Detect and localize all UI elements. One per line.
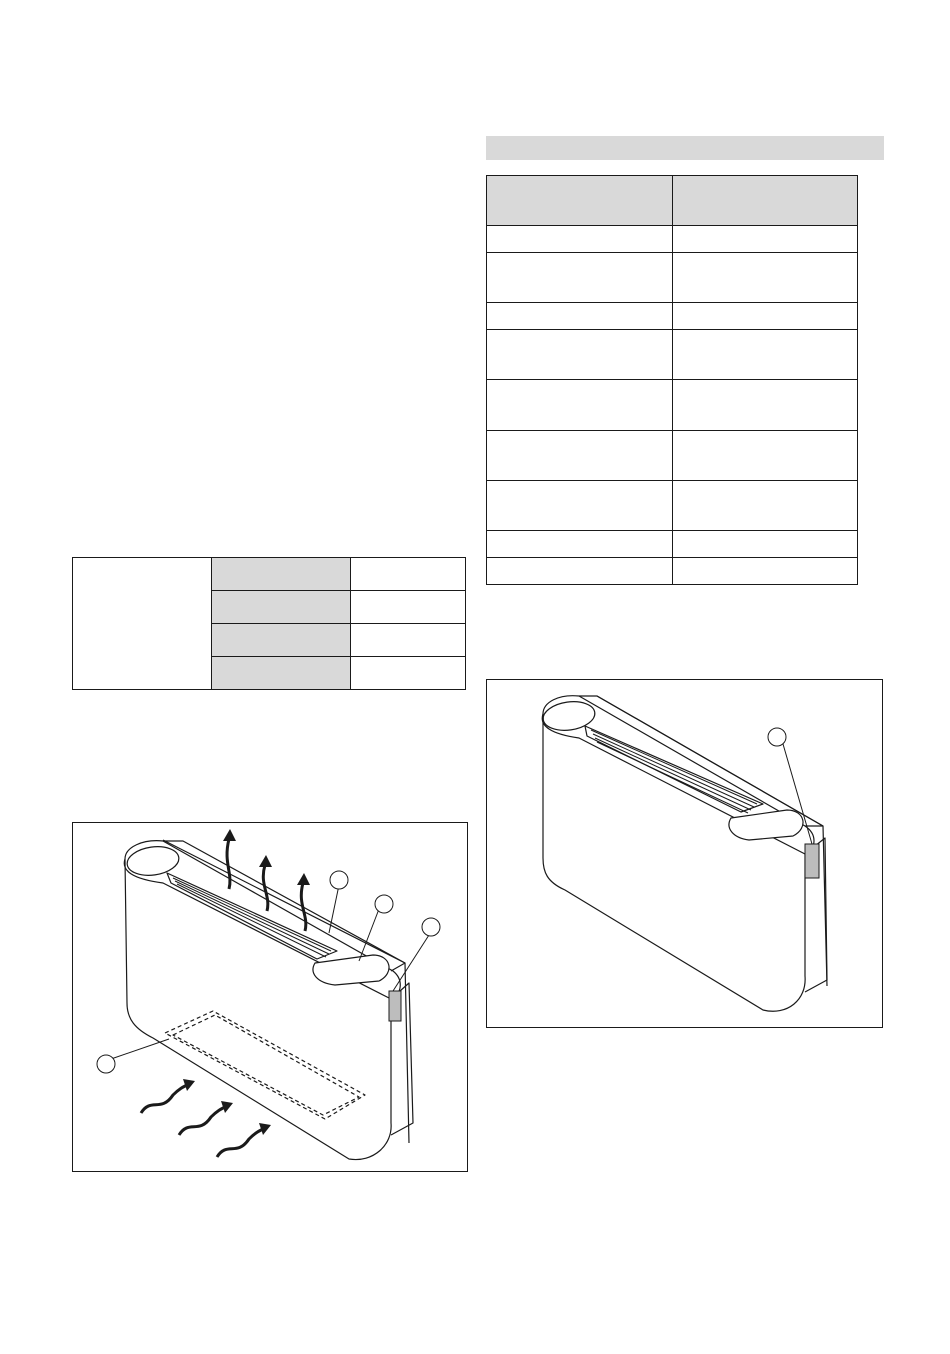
table-cell	[351, 624, 466, 657]
table-label-cell	[212, 591, 351, 624]
table-header-cell	[673, 176, 858, 226]
table-row	[487, 431, 858, 481]
table-row-header-cell	[73, 558, 212, 690]
specification-table	[486, 175, 858, 585]
table-row	[487, 330, 858, 380]
table-row	[487, 380, 858, 431]
fan-coil-airflow-figure	[72, 822, 468, 1172]
fan-coil-display-figure	[486, 679, 883, 1028]
table-cell	[673, 558, 858, 585]
fan-coil-display-drawing	[487, 680, 882, 1027]
table-cell	[487, 303, 673, 330]
table-header-row	[487, 176, 858, 226]
table-cell	[673, 303, 858, 330]
table-cell	[673, 380, 858, 431]
table-cell	[487, 253, 673, 303]
table-cell	[487, 531, 673, 558]
table-cell	[351, 657, 466, 690]
table-cell	[673, 226, 858, 253]
display-window	[805, 844, 819, 878]
table-cell	[673, 330, 858, 380]
table-cell	[487, 330, 673, 380]
table-label-cell	[212, 657, 351, 690]
table-cell	[673, 431, 858, 481]
table-row	[487, 558, 858, 585]
table-cell	[487, 558, 673, 585]
unit-front-face	[125, 841, 400, 1160]
airflow-in-arrows	[141, 1085, 263, 1157]
table-cell	[673, 253, 858, 303]
table-cell	[351, 591, 466, 624]
table-row	[73, 558, 466, 591]
table-row	[487, 226, 858, 253]
table-label-cell	[212, 624, 351, 657]
table-cell	[673, 481, 858, 531]
table-row	[487, 303, 858, 330]
table-header-cell	[487, 176, 673, 226]
table-cell	[487, 380, 673, 431]
display-window	[389, 991, 401, 1021]
table-cell	[487, 226, 673, 253]
table-cell	[487, 481, 673, 531]
table-cell	[487, 431, 673, 481]
table-row	[487, 481, 858, 531]
table-row	[487, 531, 858, 558]
table-label-cell	[212, 558, 351, 591]
fan-coil-airflow-drawing	[73, 823, 467, 1171]
table-row	[487, 253, 858, 303]
section-header-bar	[486, 136, 884, 160]
mode-table	[72, 557, 466, 690]
table-cell	[351, 558, 466, 591]
table-cell	[673, 531, 858, 558]
